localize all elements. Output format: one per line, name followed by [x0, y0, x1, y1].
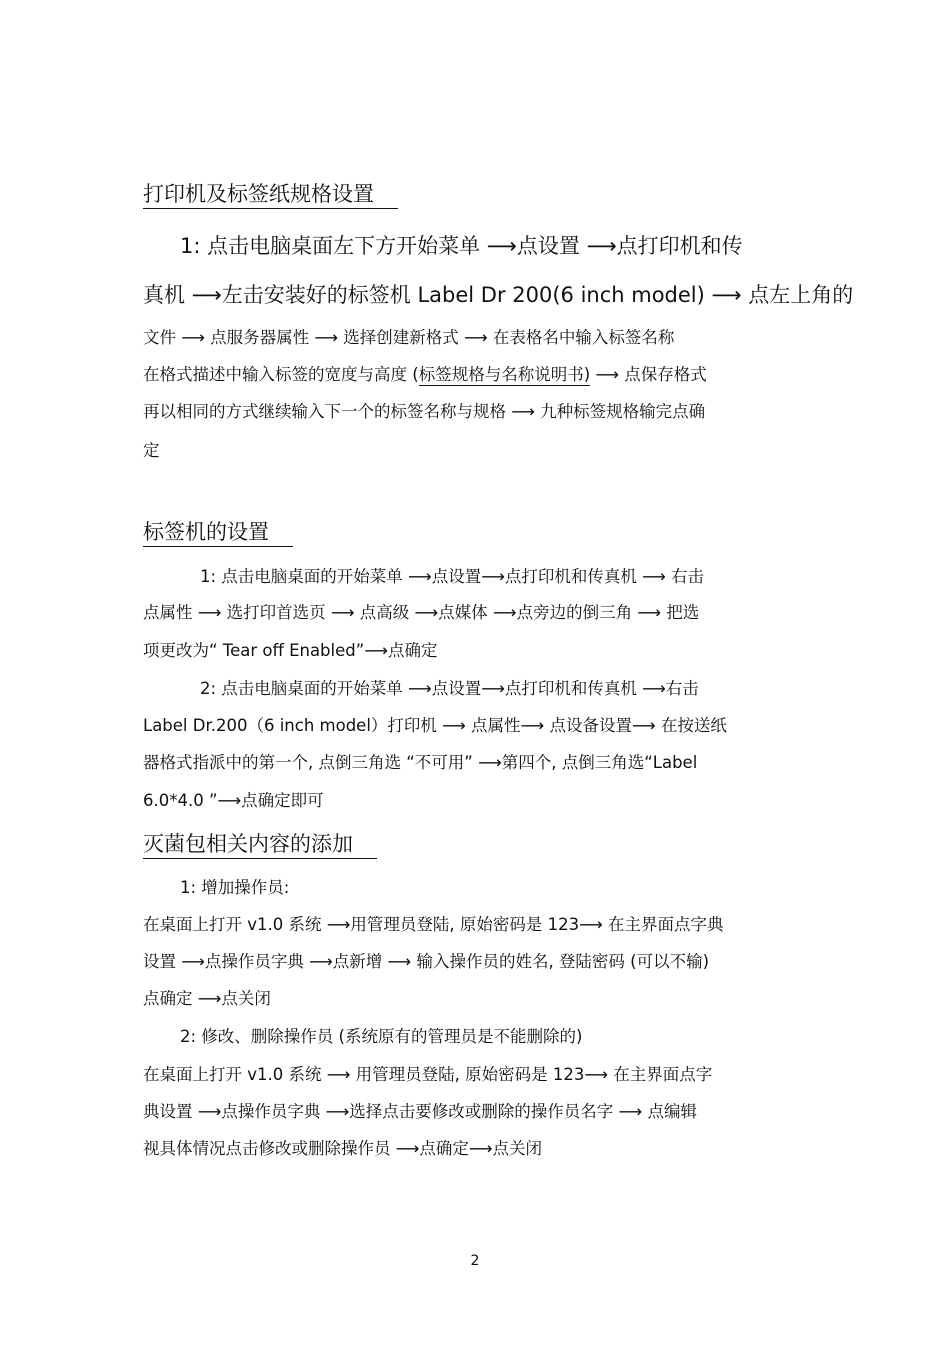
paragraph-line: 1: 点击电脑桌面左下方开始菜单 ⟶点设置 ⟶点打印机和传	[180, 234, 743, 258]
paragraph-line: 典设置 ⟶点操作员字典 ⟶选择点击要修改或删除的操作员名字 ⟶ 点编辑	[143, 1102, 697, 1121]
paragraph-line: 在桌面上打开 v1.0 系统 ⟶ 用管理员登陆, 原始密码是 123⟶ 在主界面点字	[143, 1065, 713, 1084]
section-heading-sterile-pack	[143, 828, 377, 858]
heading-text: 标签机的设置	[143, 520, 293, 547]
paragraph-line: 器格式指派中的第一个, 点倒三角选 “不可用” ⟶第四个, 点倒三角选“Label	[143, 753, 698, 772]
paragraph-line	[143, 361, 707, 385]
paragraph-line: 1: 点击电脑桌面的开始菜单 ⟶点设置⟶点打印机和传真机 ⟶ 右击	[200, 567, 704, 586]
paragraph-line: 2: 点击电脑桌面的开始菜单 ⟶点设置⟶点打印机和传真机 ⟶右击	[200, 679, 699, 698]
text-segment: 在格式描述中输入标签的宽度与高度 (	[143, 365, 419, 384]
paragraph-line: 1: 增加操作员:	[180, 878, 290, 897]
paragraph-line: 在桌面上打开 v1.0 系统 ⟶用管理员登陆, 原始密码是 123⟶ 在主界面点字典	[143, 915, 724, 934]
underlined-reference: 标签规格与名称说明书)	[418, 365, 591, 384]
paragraph-line: 文件 ⟶ 点服务器属性 ⟶ 选择创建新格式 ⟶ 在表格名中输入标签名称	[143, 328, 675, 347]
paragraph-line: Label Dr.200（6 inch model）打印机 ⟶ 点属性⟶ 点设备设置⟶ 在按送纸	[143, 716, 727, 735]
heading-text: 灭菌包相关内容的添加	[143, 832, 377, 859]
paragraph-line: 项更改为“ Tear off Enabled”⟶点确定	[143, 641, 438, 660]
section-heading-label-printer	[143, 516, 293, 546]
paragraph-line: 真机 ⟶左击安装好的标签机 Label Dr 200(6 inch model) ⟶ 点左上角的	[143, 283, 854, 307]
paragraph-line: 再以相同的方式继续输入下一个的标签名称与规格 ⟶ 九种标签规格输完点确	[143, 402, 706, 421]
paragraph-line: 6.0*4.0 ”⟶点确定即可	[143, 791, 324, 810]
paragraph-line: 定	[143, 441, 160, 460]
text-segment: ⟶ 点保存格式	[590, 365, 707, 384]
paragraph-line: 2: 修改、删除操作员 (系统原有的管理员是不能删除的)	[180, 1027, 583, 1046]
paragraph-line: 点确定 ⟶点关闭	[143, 989, 271, 1008]
paragraph-line: 设置 ⟶点操作员字典 ⟶点新增 ⟶ 输入操作员的姓名, 登陆密码 (可以不输)	[143, 952, 710, 971]
paragraph-line: 视具体情况点击修改或删除操作员 ⟶点确定⟶点关闭	[143, 1139, 543, 1158]
heading-text: 打印机及标签纸规格设置	[143, 182, 398, 209]
paragraph-line: 点属性 ⟶ 选打印首选页 ⟶ 点高级 ⟶点媒体 ⟶点旁边的倒三角 ⟶ 把选	[143, 603, 700, 622]
page-number: 2	[470, 1253, 480, 1269]
section-heading-printer-setup	[143, 178, 398, 208]
